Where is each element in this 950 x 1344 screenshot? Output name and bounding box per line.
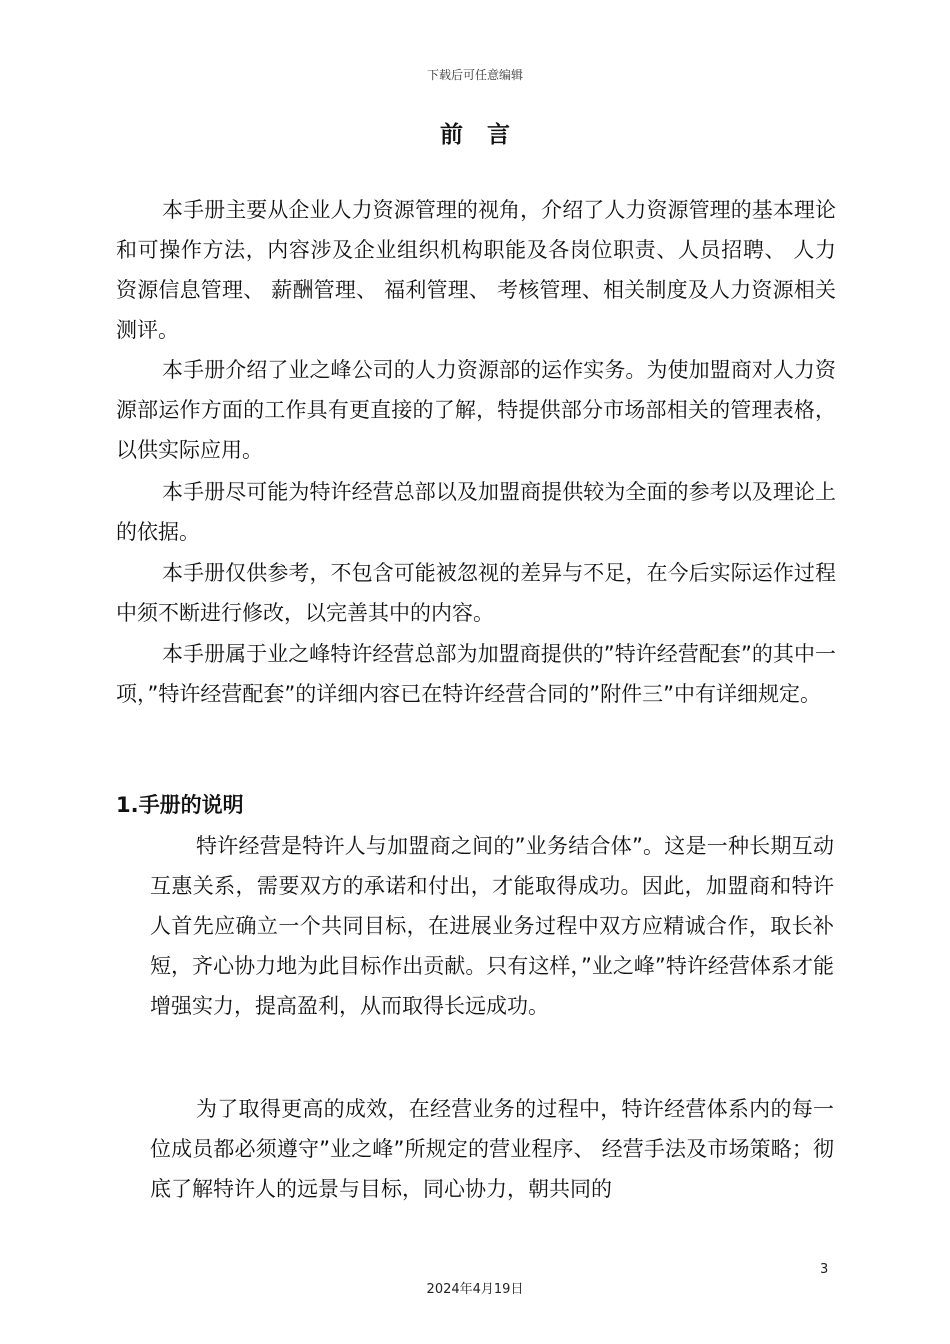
section-paragraph-1: 特许经营是特许人与加盟商之间的”业务结合体”。这是一种长期互动互惠关系，需要双方的承诺和付出，才能取得成功。因此，加盟商和特许人首先应确立一个共同目标，在进展业务过程中双方应精诚合作，取长补短，齐心协力地为此目标作出贡献。只有这样，”业之峰”特许经营体系才能增强实力，提高盈利，从而取得长远成功。 xyxy=(150,834,834,1018)
page-number: 3 xyxy=(820,1262,829,1277)
page-title: 前言 xyxy=(440,122,534,148)
preface-paragraph-5: 本手册属于业之峰特许经营总部为加盟商提供的”特许经营配套”的其中一项，”特许经营配套”的详细内容已在特许经营合同的”附件三”中有详细规定。 xyxy=(116,642,836,706)
preface-paragraph-1: 本手册主要从企业人力资源管理的视角，介绍了人力资源管理的基本理论和可操作方法，内容涉及企业组织机构职能及各岗位职责、人员招聘、 人力资源信息管理、 薪酬管理、 福利管理、 考核管理、相关制度及人力资源相关测评。 xyxy=(116,198,836,342)
preface-paragraph-3: 本手册尽可能为特许经营总部以及加盟商提供较为全面的参考以及理论上的依据。 xyxy=(116,480,836,544)
header-note: 下载后可任意编辑 xyxy=(426,68,523,82)
section-paragraph-2: 为了取得更高的成效，在经营业务的过程中，特许经营体系内的每一位成员都必须遵守”业之峰”所规定的营业程序、 经营手法及市场策略；彻底了解特许人的远景与目标，同心协力，朝共同的 xyxy=(150,1097,834,1201)
preface-paragraph-4: 本手册仅供参考，不包含可能被忽视的差异与不足，在今后实际运作过程中须不断进行修改，以完善其中的内容。 xyxy=(116,561,836,625)
section-title: 1.手册的说明 xyxy=(116,793,244,817)
footer-date: 2024年4月19日 xyxy=(426,1282,524,1297)
preface-paragraph-2: 本手册介绍了业之峰公司的人力资源部的运作实务。为使加盟商对人力资源部运作方面的工作具有更直接的了解，特提供部分市场部相关的管理表格，以供实际应用。 xyxy=(116,358,836,462)
